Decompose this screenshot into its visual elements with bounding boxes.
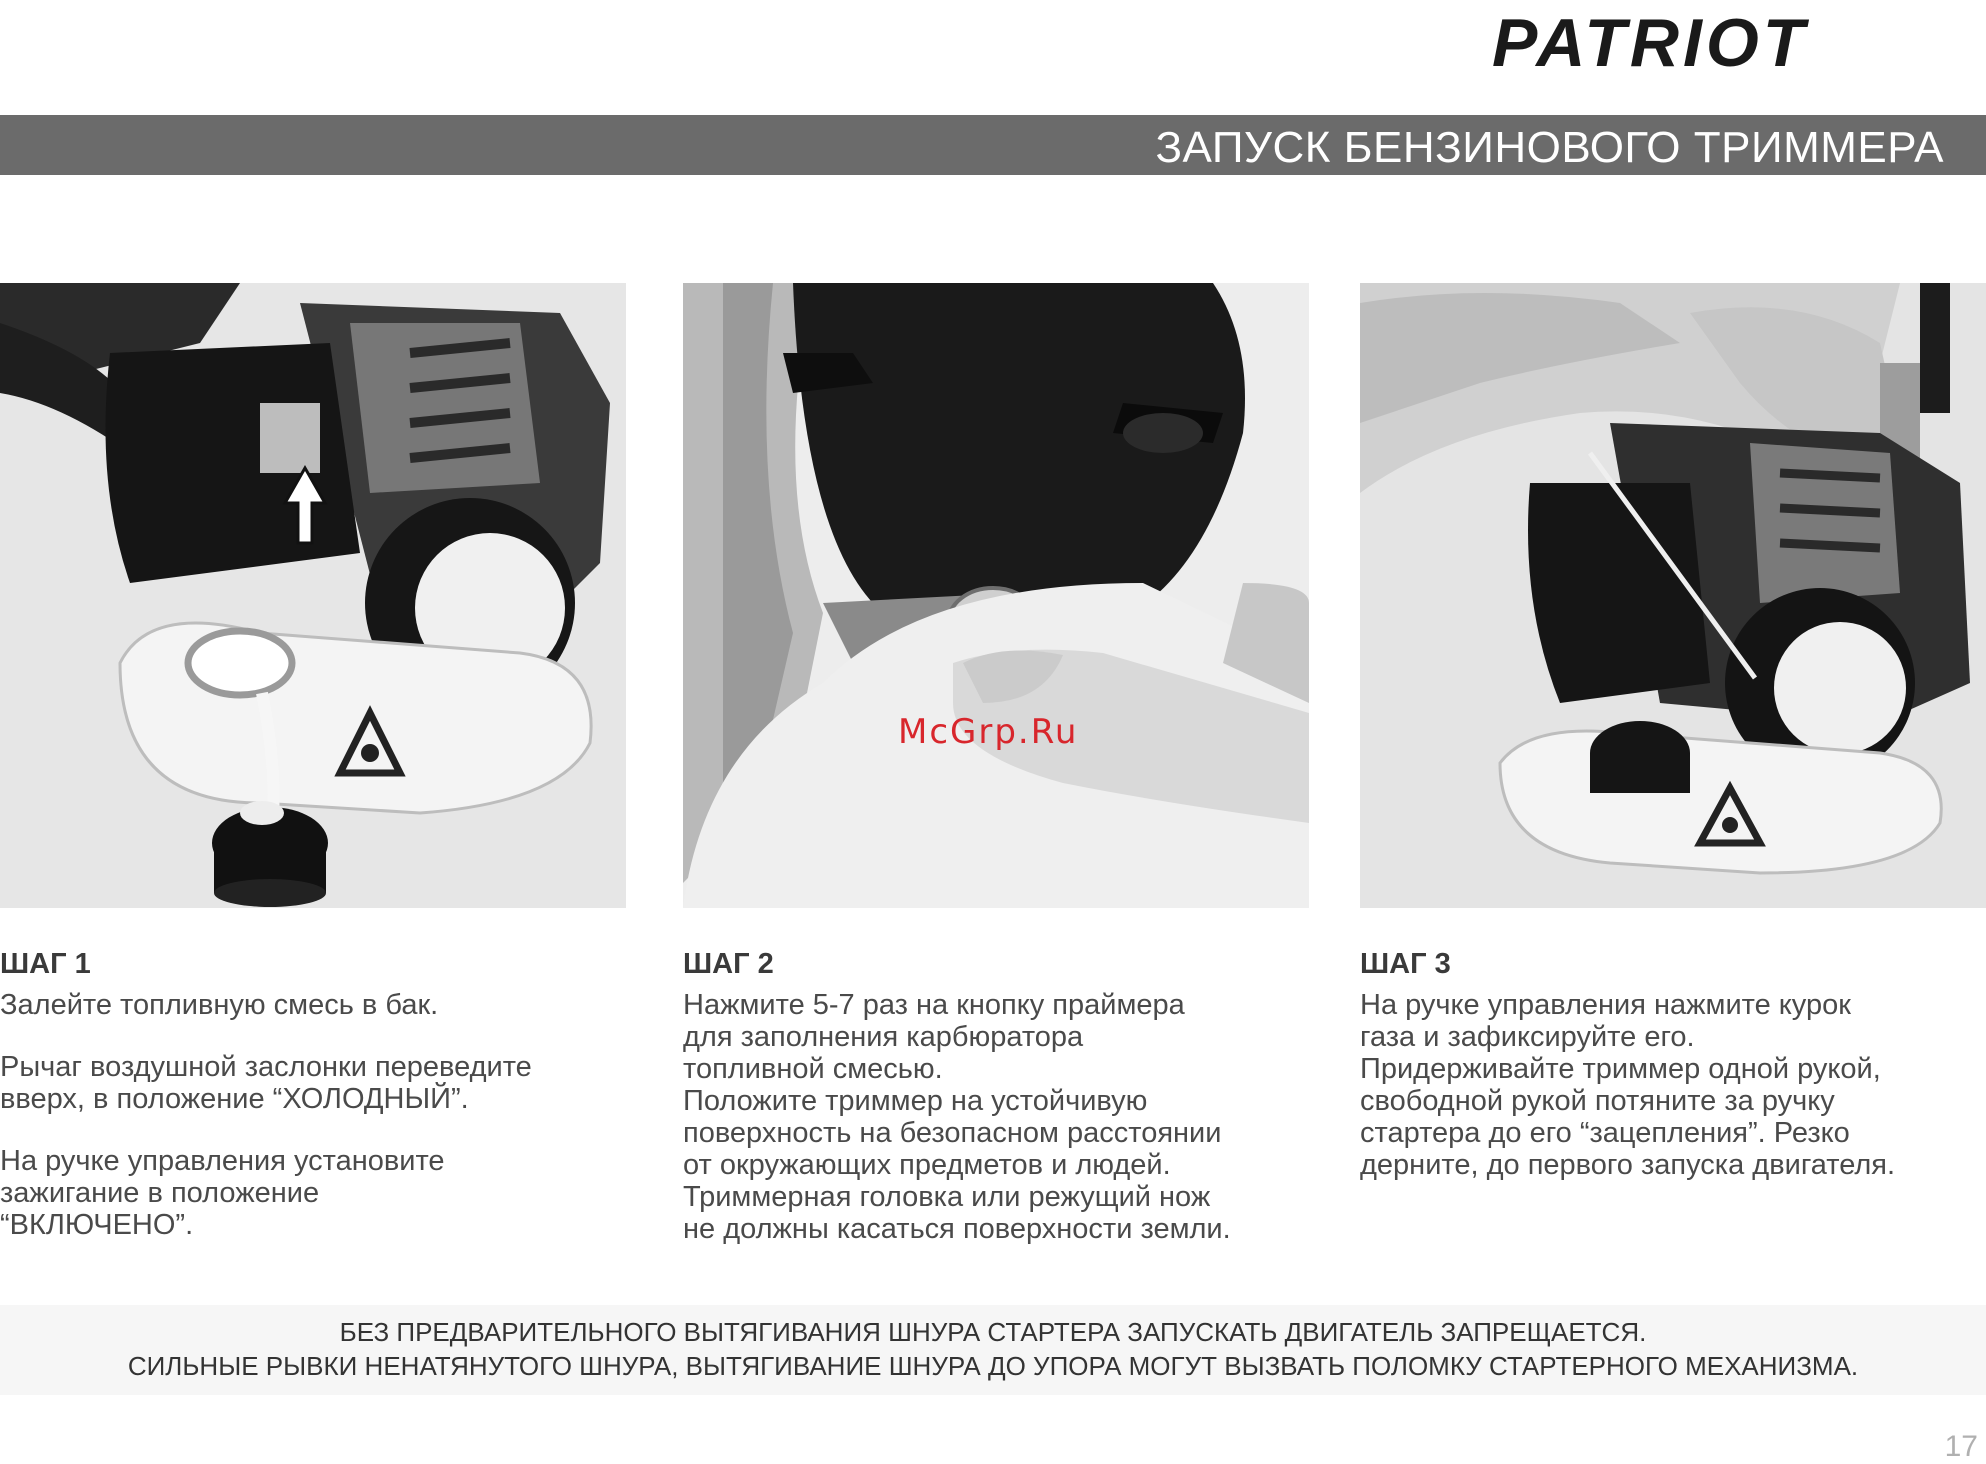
step-1-paragraph-2: Рычаг воздушной заслонки переведите вверх, в положение “ХОЛОДНЫЙ”. [0,1051,532,1115]
patriot-logo [1492,10,1908,70]
page-number: 17 [1944,1430,1978,1463]
step-3-title: ШАГ 3 [1360,948,1451,980]
step-2-paragraph-1: Нажмите 5-7 раз на кнопку праймера для заполнения карбюратора топливной смесью. Положите триммер на устойчивую поверхность на безопасном расстоянии от окружающих предметов и людей. Триммерная головка или режущий нож не должны касаться поверхности земли. [683,989,1231,1245]
step-2-photo [683,283,1309,908]
step-1 [0,948,640,1241]
warning-box [0,1305,1986,1395]
step-1-paragraph-3: На ручке управления установите зажигание в положение “ВКЛЮЧЕНО”. [0,1145,445,1241]
step-1-photo [0,283,626,908]
logo-text: PATRIOT [1492,10,1809,70]
step-1-title: ШАГ 1 [0,948,91,980]
warning-line-2: СИЛЬНЫЕ РЫВКИ НЕНАТЯНУТОГО ШНУРА, ВЫТЯГИВАНИЕ ШНУРА ДО УПОРА МОГУТ ВЫЗВАТЬ ПОЛОМКУ СТАРТЕРНОГО МЕХАНИЗМА. [127,1351,1859,1381]
step-3 [1360,948,1986,1181]
watermark: McGrp.Ru [898,712,1079,752]
title-bar [0,115,1986,175]
step-2-title: ШАГ 2 [683,948,774,980]
warning-line-1: БЕЗ ПРЕДВАРИТЕЛЬНОГО ВЫТЯГИВАНИЯ ШНУРА СТАРТЕРА ЗАПУСКАТЬ ДВИГАТЕЛЬ ЗАПРЕЩАЕТСЯ. [339,1317,1647,1347]
page-title: ЗАПУСК БЕНЗИНОВОГО ТРИММЕРА [1155,123,1944,172]
step-3-photo [1360,283,1986,908]
step-1-paragraph-1: Залейте топливную смесь в бак. [0,989,439,1021]
step-3-paragraph-1: На ручке управления нажмите курок газа и зафиксируйте его. Придерживайте триммер одной рукой, свободной рукой потяните за ручку стартера до его “зацепления”. Резко дерните, до первого запуска двигателя. [1360,989,1896,1181]
step-2 [683,948,1343,1245]
